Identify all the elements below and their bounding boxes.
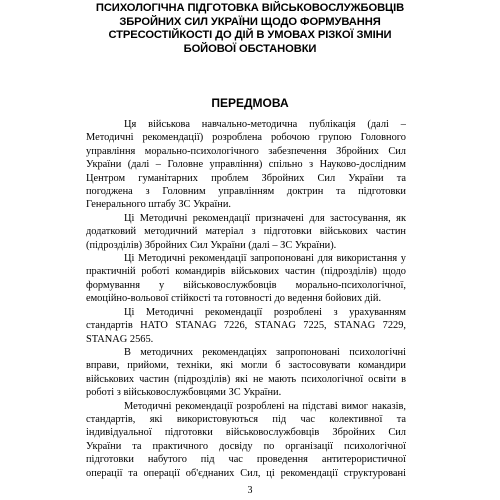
paragraph-line: індивідуальної підготовки військовослужбовців Збройних Сил <box>86 427 406 439</box>
paragraph <box>86 306 406 346</box>
paragraph-line: Ці Методичні рекомендації призначені для застосування, як <box>124 212 406 224</box>
paragraph-line: Центром гуманітарних проблем Збройних Сил України та <box>86 172 406 184</box>
paragraph-line: Ці Методичні рекомендації запропоновані для використання у <box>124 253 406 265</box>
paragraph-line: Методичні рекомендації) розроблена робочою групою Головного <box>86 132 406 144</box>
paragraph <box>86 400 406 480</box>
paragraph-line: операції та операції об'єднаних Сил, ці рекомендації структуровані <box>86 467 406 479</box>
paragraph-line: Ця військова навчально-методична публікація (далі – <box>124 119 406 130</box>
paragraph <box>86 252 406 306</box>
paragraph-line: STANAG 2565. <box>86 333 154 345</box>
paragraph <box>86 346 406 400</box>
paragraph-line: роботі з військовослужбовцями ЗС України. <box>86 387 282 399</box>
paragraph <box>86 212 406 252</box>
paragraph-line: України та практичного досвіду по організації психологічної <box>86 440 406 452</box>
body-text <box>86 118 406 480</box>
page-number: 3 <box>247 485 253 496</box>
paragraph-line: стандартів, які використовуються під час колективної та <box>86 413 406 425</box>
paragraph <box>86 118 406 212</box>
paragraph-line: формування у військовослужбовців морально-психологічної, <box>86 279 406 291</box>
paragraph-line: погоджена з Головним управлінням доктрин та підготовки <box>86 186 406 198</box>
paragraph-line: управління морально-психологічного забезпечення Збройних Сил <box>86 145 406 157</box>
paragraph-line: Генерального штабу ЗС України. <box>86 199 231 211</box>
section-heading: ПЕРЕДМОВА <box>211 96 289 110</box>
paragraph-line: практичній роботі командирів військових частин (підрозділів) щодо <box>86 266 406 278</box>
paragraph-line: військових частин (підрозділів) які не мають психологічної освіти в <box>86 373 406 385</box>
paragraph-line: (підрозділів) Збройних Сил України (далі – ЗС України). <box>86 239 337 251</box>
paragraph-line: підготовки набутого під час проведення антитерористичної <box>86 454 406 466</box>
paragraph-line: Ці Методичні рекомендації розроблені з урахуванням <box>124 306 406 318</box>
paragraph-line: України (далі – Головне управління) спільно з Науково-дослідним <box>86 159 406 171</box>
document-title-line: ПСИХОЛОГІЧНА ПІДГОТОВКА ВІЙСЬКОВОСЛУЖБОВЦІВ <box>95 2 405 14</box>
document-title-line: СТРЕСОСТІЙКОСТІ ДО ДІЙ В УМОВАХ РІЗКОЇ ЗМІНИ <box>108 29 392 41</box>
document-title-line: БОЙОВОЇ ОБСТАНОВКИ <box>183 42 317 55</box>
document-title-line: ЗБРОЙНИХ СИЛ УКРАЇНИ ЩОДО ФОРМУВАННЯ <box>119 15 381 28</box>
paragraph-line: стандартів НАТО STANAG 7226, STANAG 7225, STANAG 7229, <box>86 320 406 332</box>
paragraph-line: емоційно-вольової стійкості та готовності до ведення бойових дій. <box>86 293 382 305</box>
paragraph-line: Методичні рекомендації розроблені на підставі вимог наказів, <box>124 400 406 412</box>
paragraph-line: вправи, прийоми, техніки, які могли б застосовувати командири <box>86 360 406 372</box>
document-title <box>95 2 405 56</box>
paragraph-line: В методичних рекомендаціях запропоновані психологічні <box>124 346 406 358</box>
paragraph-line: додатковий методичний матеріал з підготовки військових частин <box>86 226 406 238</box>
